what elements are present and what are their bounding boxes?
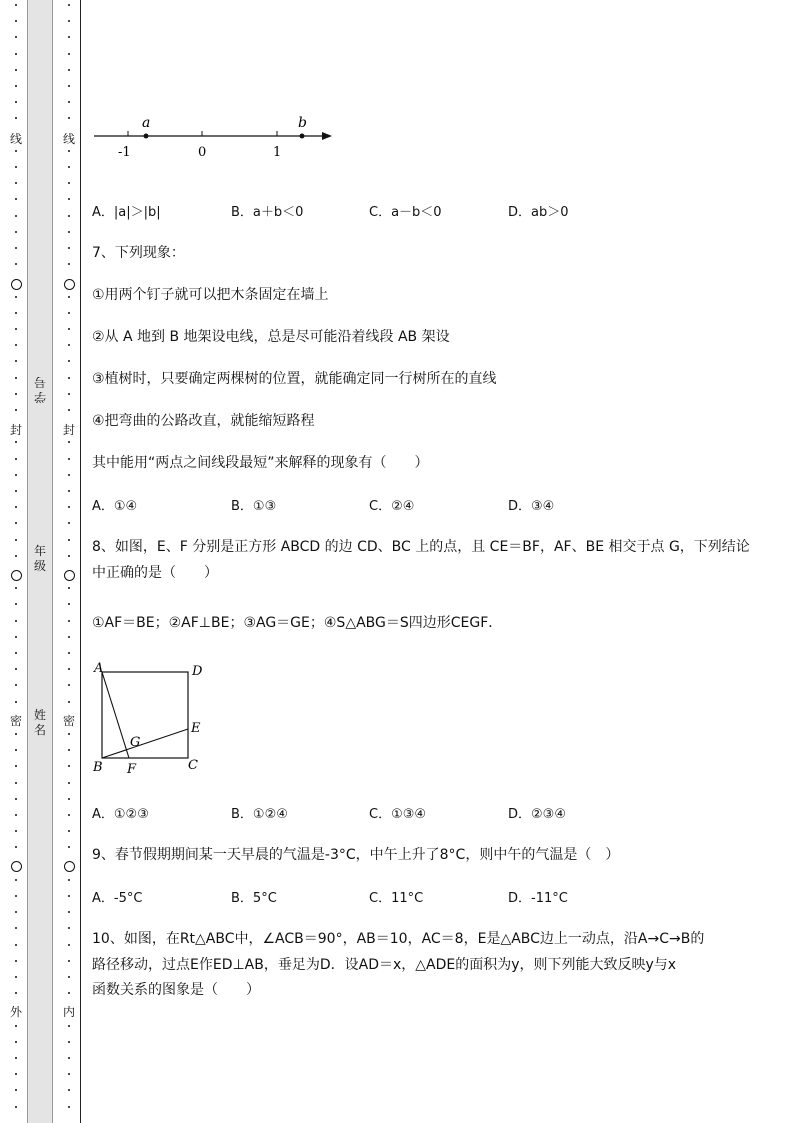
binding-dot <box>15 620 17 622</box>
binding-dot <box>68 603 70 605</box>
binding-dot <box>68 101 70 103</box>
binding-dot <box>15 409 17 411</box>
q7-item-1: ①用两个钉子就可以把木条固定在墙上 <box>92 287 329 303</box>
binding-dot <box>15 522 17 524</box>
inner-mark-feng: 封 <box>62 423 75 437</box>
q6-option-c[interactable]: C．a－b＜0 <box>369 205 442 220</box>
vertex-c: C <box>188 758 198 773</box>
inner-circle-mark <box>64 279 75 290</box>
q9-option-b[interactable]: B．5°C <box>231 891 277 906</box>
label-a: a <box>142 115 151 131</box>
binding-dot <box>15 458 17 460</box>
square-abcd <box>102 672 188 758</box>
vertex-a: A <box>94 661 104 676</box>
q8-stem-line2: 中正确的是（ ） <box>92 565 218 581</box>
q7-item-2: ②从 A 地到 B 地架设电线，总是尽可能沿着线段 AB 架设 <box>92 329 450 345</box>
binding-dot <box>68 668 70 670</box>
q6-option-a[interactable]: A．|a|＞|b| <box>92 205 161 220</box>
tick-label-neg1: -1 <box>118 145 131 160</box>
binding-dot <box>68 198 70 200</box>
outer-mark-feng: 封 <box>9 423 22 437</box>
binding-dot <box>15 895 17 897</box>
outer-mark-xian: 线 <box>9 132 22 146</box>
binding-dot <box>15 377 17 379</box>
binding-dot <box>15 539 17 541</box>
binding-dot <box>15 976 17 978</box>
binding-dot <box>15 53 17 55</box>
binding-dot <box>68 312 70 314</box>
binding-dot <box>68 182 70 184</box>
inner-mark-nei: 内 <box>62 1005 75 1019</box>
q7-item-4: ④把弯曲的公路改直，就能缩短路程 <box>92 413 315 429</box>
vertex-d: D <box>192 664 203 679</box>
q8-option-b[interactable]: B．①②④ <box>231 807 288 822</box>
binding-dot <box>15 603 17 605</box>
binding-dot <box>68 814 70 816</box>
binding-dot <box>15 231 17 233</box>
binding-dot <box>15 263 17 265</box>
binding-dot <box>68 393 70 395</box>
binding-dot <box>68 944 70 946</box>
binding-dot <box>68 377 70 379</box>
binding-margin <box>0 0 82 1123</box>
binding-dot <box>15 182 17 184</box>
number-line-arrow <box>322 132 332 140</box>
q7-item-3: ③植树时，只要确定两棵树的位置，就能确定同一行树所在的直线 <box>92 371 497 387</box>
q7-option-c[interactable]: C．②④ <box>369 499 415 514</box>
binding-dot <box>68 166 70 168</box>
binding-dot <box>15 587 17 589</box>
binding-dot <box>15 393 17 395</box>
inner-mark-mi: 密 <box>62 714 75 728</box>
inner-mark-xian: 线 <box>62 132 75 146</box>
binding-dot <box>15 85 17 87</box>
square-figure <box>92 660 222 778</box>
binding-dot <box>68 879 70 881</box>
binding-dot <box>68 960 70 962</box>
binding-dot <box>15 846 17 848</box>
binding-dot <box>68 1057 70 1059</box>
binding-dot <box>15 198 17 200</box>
q8-option-d[interactable]: D．②③④ <box>508 807 566 822</box>
binding-dot <box>68 765 70 767</box>
binding-dot <box>15 312 17 314</box>
binding-dot <box>68 846 70 848</box>
q8-conclusions: ①AF＝BE；②AF⊥BE；③AG＝GE；④S△ABG＝S四边形CEGF． <box>92 615 503 631</box>
binding-dot <box>68 20 70 22</box>
binding-dot <box>68 927 70 929</box>
q9-option-d[interactable]: D．-11°C <box>508 891 568 906</box>
outer-circle-mark <box>11 279 22 290</box>
binding-dot <box>15 4 17 6</box>
binding-dot <box>15 117 17 119</box>
inner-dot-line <box>64 0 74 1123</box>
binding-dot <box>68 328 70 330</box>
binding-dot <box>68 36 70 38</box>
binding-dot <box>15 782 17 784</box>
q6-option-b[interactable]: B．a＋b＜0 <box>231 205 304 220</box>
binding-dot <box>68 150 70 152</box>
binding-dot <box>15 555 17 557</box>
point-a <box>144 134 149 139</box>
binding-dot <box>15 36 17 38</box>
binding-dot <box>15 441 17 443</box>
binding-dot <box>15 733 17 735</box>
binding-dot <box>68 215 70 217</box>
outer-mark-mi: 密 <box>9 714 22 728</box>
outer-circle-mark <box>11 861 22 872</box>
binding-dot <box>15 814 17 816</box>
binding-dot <box>68 458 70 460</box>
field-grade: 年级 <box>33 544 46 573</box>
binding-dot <box>15 927 17 929</box>
binding-dot <box>68 409 70 411</box>
binding-dot <box>15 20 17 22</box>
binding-dot <box>68 976 70 978</box>
q8-option-c[interactable]: C．①③④ <box>369 807 427 822</box>
binding-dot <box>15 215 17 217</box>
binding-dot <box>15 911 17 913</box>
binding-dot <box>15 1089 17 1091</box>
binding-dot <box>15 344 17 346</box>
binding-dot <box>15 69 17 71</box>
point-f: F <box>127 762 137 777</box>
label-b: b <box>298 115 307 131</box>
binding-dot <box>68 782 70 784</box>
binding-dot <box>68 1025 70 1027</box>
binding-dot <box>68 263 70 265</box>
binding-dot <box>68 911 70 913</box>
binding-dot <box>15 1025 17 1027</box>
binding-dot <box>15 490 17 492</box>
binding-dot <box>68 1073 70 1075</box>
binding-dot <box>15 830 17 832</box>
binding-dot <box>15 1106 17 1108</box>
binding-dot <box>68 360 70 362</box>
binding-dot <box>68 1089 70 1091</box>
binding-dot <box>68 247 70 249</box>
binding-dot <box>15 1041 17 1043</box>
binding-dot <box>68 652 70 654</box>
binding-dot <box>68 4 70 6</box>
binding-dot <box>68 117 70 119</box>
q7-stem: 7、下列现象： <box>92 245 185 261</box>
q8-stem-line1: 8、如图，E、F 分别是正方形 ABCD 的边 CD、BC 上的点，且 CE＝BF，AF、BE 相交于点 G，下列结论 <box>92 539 750 555</box>
q9-option-c[interactable]: C．11°C <box>369 891 424 906</box>
field-name: 姓名 <box>33 708 46 737</box>
binding-dot <box>68 684 70 686</box>
binding-dot <box>68 587 70 589</box>
binding-dot <box>68 506 70 508</box>
binding-dot <box>15 506 17 508</box>
binding-dot <box>68 69 70 71</box>
segment-be <box>102 729 188 758</box>
binding-dot <box>15 879 17 881</box>
binding-dot <box>15 166 17 168</box>
binding-dot <box>68 895 70 897</box>
binding-dot <box>68 490 70 492</box>
q7-option-a[interactable]: A．①④ <box>92 499 138 514</box>
binding-dot <box>15 992 17 994</box>
binding-dot <box>15 798 17 800</box>
binding-dot <box>68 85 70 87</box>
binding-dot <box>68 636 70 638</box>
binding-dot <box>15 247 17 249</box>
binding-dot <box>68 620 70 622</box>
inner-circle-mark <box>64 861 75 872</box>
binding-dot <box>68 555 70 557</box>
binding-dot <box>15 668 17 670</box>
binding-dot <box>15 960 17 962</box>
binding-dot <box>68 733 70 735</box>
binding-dot <box>15 684 17 686</box>
binding-dot <box>68 701 70 703</box>
binding-dot <box>15 1073 17 1075</box>
binding-dot <box>68 992 70 994</box>
binding-dot <box>15 944 17 946</box>
field-student-id: 学号 <box>34 375 47 404</box>
binding-dot <box>15 749 17 751</box>
binding-dot <box>68 53 70 55</box>
binding-dot <box>15 701 17 703</box>
binding-dot <box>15 765 17 767</box>
binding-cut-line <box>80 0 81 1123</box>
q9-option-a[interactable]: A．-5°C <box>92 891 143 906</box>
outer-dot-line <box>11 0 21 1123</box>
q6-option-d[interactable]: D．ab＞0 <box>508 205 569 220</box>
binding-dot <box>68 1106 70 1108</box>
point-g: G <box>130 735 141 750</box>
binding-dot <box>68 749 70 751</box>
binding-dot <box>68 1041 70 1043</box>
q10-stem-line2: 路径移动，过点E作ED⊥AB，垂足为D．设AD＝x，△ADE的面积为y，则下列能大致反映y与x <box>92 957 677 973</box>
binding-dot <box>15 101 17 103</box>
binding-dot <box>15 474 17 476</box>
binding-dot <box>68 830 70 832</box>
binding-dot <box>15 296 17 298</box>
binding-dot <box>15 328 17 330</box>
binding-dot <box>68 798 70 800</box>
point-e: E <box>191 721 201 736</box>
q7-question: 其中能用“两点之间线段最短”来解释的现象有（ ） <box>92 455 429 471</box>
outer-circle-mark <box>11 570 22 581</box>
binding-dot <box>68 231 70 233</box>
binding-dot <box>68 539 70 541</box>
tick-label-1: 1 <box>273 145 282 160</box>
point-b <box>300 134 305 139</box>
binding-dot <box>15 652 17 654</box>
number-line-figure <box>92 112 342 162</box>
q9-stem: 9、春节假期期间某一天早晨的气温是-3°C，中午上升了8°C，则中午的气温是（ ） <box>92 847 620 863</box>
binding-dot <box>68 344 70 346</box>
binding-dot <box>68 296 70 298</box>
binding-dot <box>68 522 70 524</box>
q8-option-a[interactable]: A．①②③ <box>92 807 149 822</box>
binding-dot <box>68 474 70 476</box>
binding-dot <box>15 360 17 362</box>
q7-option-b[interactable]: B．①③ <box>231 499 277 514</box>
binding-dot <box>15 150 17 152</box>
tick-label-0: 0 <box>198 145 207 160</box>
q10-stem-line1: 10、如图，在Rt△ABC中，∠ACB＝90°，AB＝10，AC＝8，E是△ABC边上一动点，沿A→C→B的 <box>92 931 705 947</box>
vertex-b: B <box>93 760 103 775</box>
q7-option-d[interactable]: D．③④ <box>508 499 555 514</box>
binding-dot <box>15 636 17 638</box>
q10-stem-line3: 函数关系的图象是（ ） <box>92 982 260 998</box>
binding-dot <box>15 1057 17 1059</box>
outer-mark-wai: 外 <box>9 1005 22 1019</box>
inner-circle-mark <box>64 570 75 581</box>
binding-dot <box>68 441 70 443</box>
segment-af <box>102 672 129 758</box>
